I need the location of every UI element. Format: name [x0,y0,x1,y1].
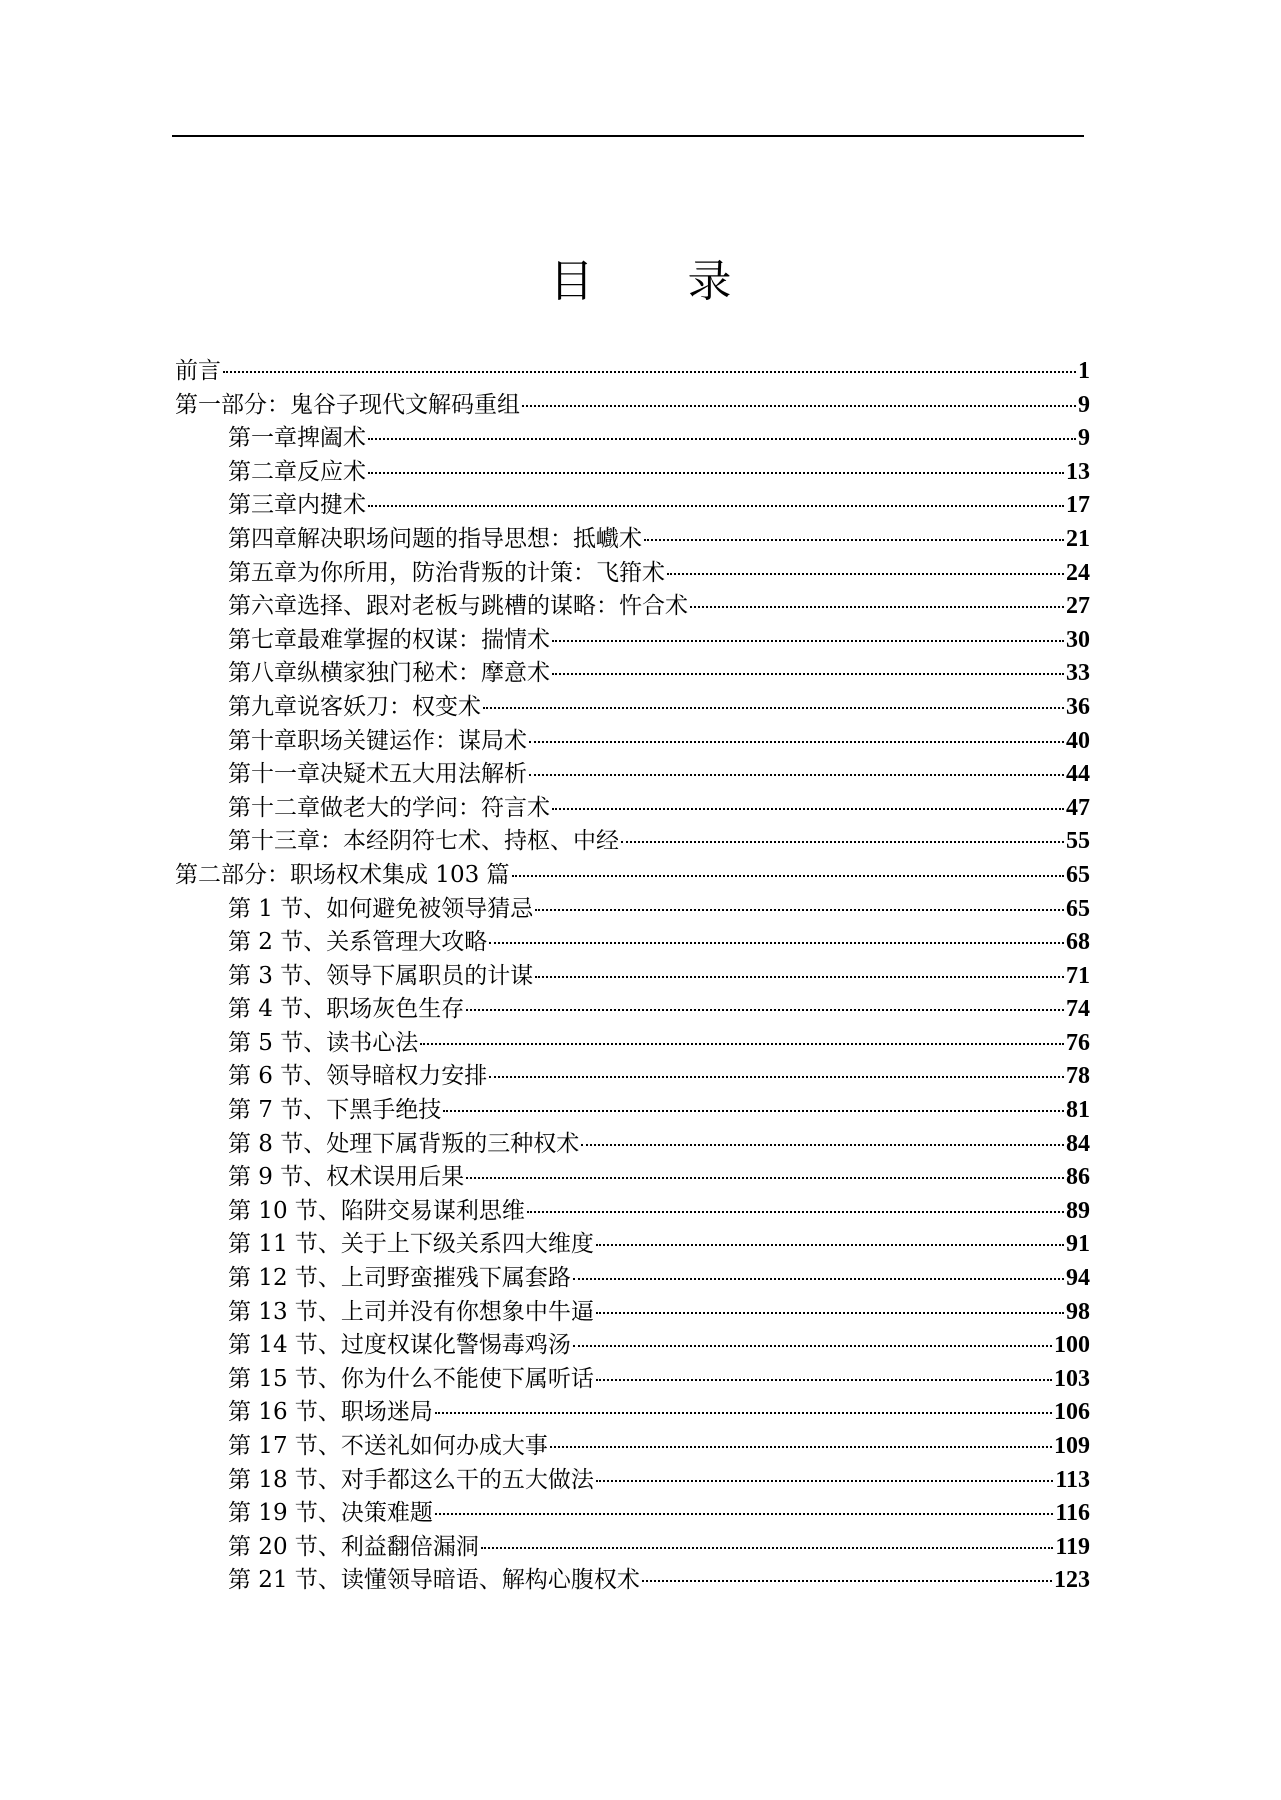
toc-entry-title: 第一部分：鬼谷子现代文解码重组 [175,391,520,418]
toc-page-number: 113 [1055,1466,1090,1493]
toc-entry-title: 第十二章做老大的学问：符言术 [228,794,550,821]
dot-leader [535,909,1064,911]
toc-entry-title: 第 5 节、读书心法 [228,1029,419,1056]
toc-entry-title: 第十三章：本经阴符七术、持枢、中经 [228,828,619,855]
dot-leader [581,1144,1064,1146]
dot-leader [481,1547,1053,1549]
dot-leader [512,875,1064,877]
toc-chapter-entry[interactable] [175,557,1090,591]
toc-chapter-entry[interactable] [175,523,1090,557]
toc-entry-title: 第二章反应术 [228,458,366,485]
toc-chapter-entry[interactable] [175,1296,1090,1330]
toc-entry-title: 第 15 节、你为什么不能使下属听话 [228,1365,594,1392]
dot-leader [552,673,1064,675]
toc-chapter-entry[interactable] [175,590,1090,624]
toc-page-number: 9 [1078,425,1090,452]
dot-leader [667,573,1064,575]
toc-chapter-entry[interactable] [175,1464,1090,1498]
toc-page-number: 27 [1066,593,1090,620]
toc-entry-title: 第 11 节、关于上下级关系四大维度 [228,1231,594,1258]
toc-chapter-entry[interactable] [175,624,1090,658]
dot-leader [420,1043,1064,1045]
toc-page-number: 89 [1066,1197,1090,1224]
table-of-contents [175,355,1090,1598]
toc-chapter-entry[interactable] [175,1195,1090,1229]
dot-leader [621,841,1064,843]
toc-page-number: 68 [1066,929,1090,956]
toc-entry-title: 第四章解决职场问题的指导思想：抵巇术 [228,525,642,552]
toc-chapter-entry[interactable] [175,1329,1090,1363]
toc-part-entry[interactable] [175,859,1090,893]
toc-chapter-entry[interactable] [175,1228,1090,1262]
toc-chapter-entry[interactable] [175,1262,1090,1296]
toc-page-number: 109 [1054,1433,1090,1459]
toc-chapter-entry[interactable] [175,1161,1090,1195]
toc-page-number: 40 [1066,727,1090,754]
dot-leader [466,1177,1064,1179]
toc-entry-title: 第 18 节、对手都这么干的五大做法 [228,1466,594,1493]
toc-chapter-entry[interactable] [175,1564,1090,1598]
toc-entry-title: 第 2 节、关系管理大攻略 [228,929,488,956]
dot-leader [368,438,1076,440]
toc-entry-title: 第 17 节、不送礼如何办成大事 [228,1433,548,1459]
toc-page-number: 76 [1066,1029,1090,1056]
dot-leader [466,1009,1064,1011]
toc-page-number: 71 [1066,962,1090,989]
toc-page-number: 17 [1066,492,1090,519]
toc-chapter-entry[interactable] [175,1430,1090,1464]
toc-chapter-entry[interactable] [175,725,1090,759]
toc-entry-title: 第 12 节、上司野蛮摧残下属套路 [228,1265,571,1292]
toc-page-number: 65 [1066,861,1090,888]
dot-leader [435,1412,1052,1414]
toc-page-number: 78 [1066,1063,1090,1090]
toc-page-number: 65 [1066,895,1090,922]
toc-page-number: 1 [1078,358,1090,384]
dot-leader [529,741,1064,743]
dot-leader [522,405,1076,407]
toc-page-number: 98 [1066,1298,1090,1325]
toc-chapter-entry[interactable] [175,993,1090,1027]
toc-chapter-entry[interactable] [175,1128,1090,1162]
toc-page-number: 116 [1055,1500,1090,1527]
toc-entry-title: 第七章最难掌握的权谋：揣情术 [228,626,550,653]
toc-chapter-entry[interactable] [175,893,1090,927]
header-rule [172,135,1084,137]
toc-chapter-entry[interactable] [175,1363,1090,1397]
toc-chapter-entry[interactable] [175,758,1090,792]
toc-entry-title: 第 19 节、决策难题 [228,1500,433,1527]
dot-leader [368,472,1064,474]
toc-chapter-entry[interactable] [175,825,1090,859]
toc-entry-title: 第三章内揵术 [228,492,366,519]
toc-page-number: 81 [1066,1097,1090,1124]
dot-leader [550,1446,1052,1448]
toc-entry-title: 第 14 节、过度权谋化警惕毒鸡汤 [228,1332,571,1359]
toc-page-number: 74 [1066,996,1090,1023]
toc-entry-title: 第六章选择、跟对老板与跳槽的谋略：忤合术 [228,593,688,620]
toc-part-entry[interactable] [175,389,1090,423]
toc-chapter-entry[interactable] [175,960,1090,994]
toc-page-number: 86 [1066,1164,1090,1191]
dot-leader [552,808,1064,810]
toc-chapter-entry[interactable] [175,1497,1090,1531]
dot-leader [535,976,1064,978]
dot-leader [596,1312,1064,1314]
dot-leader [489,942,1064,944]
toc-part-entry[interactable] [175,355,1090,389]
dot-leader [596,1480,1053,1482]
dot-leader [596,1244,1064,1246]
toc-entry-title: 第 21 节、读懂领导暗语、解构心腹权术 [228,1567,640,1594]
dot-leader [223,371,1076,373]
toc-page-number: 106 [1054,1399,1090,1426]
toc-chapter-entry[interactable] [175,489,1090,523]
toc-entry-title: 第 7 节、下黑手绝技 [228,1097,442,1124]
toc-page-number: 21 [1066,525,1090,552]
toc-entry-title: 第五章为你所用，防治背叛的计策：飞箝术 [228,559,665,586]
toc-chapter-entry[interactable] [175,691,1090,725]
toc-entry-title: 第一章捭阖术 [228,425,366,452]
toc-page-number: 24 [1066,559,1090,586]
toc-page-number: 33 [1066,660,1090,687]
toc-entry-title: 第 8 节、处理下属背叛的三种权术 [228,1130,580,1157]
toc-page-number: 9 [1078,391,1090,418]
toc-entry-title: 第 9 节、权术误用后果 [228,1164,465,1191]
toc-page-number: 119 [1055,1533,1090,1560]
toc-chapter-entry[interactable] [175,422,1090,456]
toc-entry-title: 第 16 节、职场迷局 [228,1399,433,1426]
toc-chapter-entry[interactable] [175,1027,1090,1061]
toc-page-number: 30 [1066,626,1090,653]
toc-page-number: 55 [1066,828,1090,855]
toc-chapter-entry[interactable] [175,792,1090,826]
toc-chapter-entry[interactable] [175,1396,1090,1430]
toc-entry-title: 第八章纵横家独门秘术：摩意术 [228,660,550,687]
toc-page-number: 103 [1054,1365,1090,1392]
dot-leader [483,707,1064,709]
toc-page-number: 100 [1054,1332,1090,1359]
toc-page-number: 36 [1066,693,1090,720]
toc-chapter-entry[interactable] [175,1531,1090,1565]
toc-entry-title: 第十一章决疑术五大用法解析 [228,761,527,788]
dot-leader [443,1110,1064,1112]
toc-entry-title: 第 3 节、领导下属职员的计谋 [228,962,534,989]
dot-leader [644,539,1064,541]
toc-page-number: 13 [1066,458,1090,485]
toc-entry-title: 第 6 节、领导暗权力安排 [228,1063,488,1090]
toc-chapter-entry[interactable] [175,926,1090,960]
toc-entry-title: 第 4 节、职场灰色生存 [228,996,465,1023]
dot-leader [529,774,1064,776]
dot-leader [596,1379,1052,1381]
toc-entry-title: 第十章职场关键运作：谋局术 [228,727,527,754]
toc-chapter-entry[interactable] [175,1094,1090,1128]
toc-entry-title: 前言 [175,358,221,384]
toc-page-number: 47 [1066,794,1090,821]
toc-chapter-entry[interactable] [175,657,1090,691]
dot-leader [573,1345,1052,1347]
toc-entry-title: 第 13 节、上司并没有你想象中牛逼 [228,1298,594,1325]
toc-entry-title: 第九章说客妖刀：权变术 [228,693,481,720]
toc-entry-title: 第 10 节、陷阱交易谋利思维 [228,1197,525,1224]
dot-leader [642,1580,1052,1582]
toc-chapter-entry[interactable] [175,456,1090,490]
toc-entry-title: 第 1 节、如何避免被领导猜忌 [228,895,534,922]
page-title: 目 录 [549,256,772,307]
toc-entry-title: 第 20 节、利益翻倍漏洞 [228,1533,479,1560]
toc-page-number: 94 [1066,1265,1090,1292]
toc-page-number: 123 [1054,1567,1090,1594]
dot-leader [552,640,1064,642]
toc-entry-title: 第二部分：职场权术集成 103 篇 [175,861,510,888]
dot-leader [573,1278,1064,1280]
toc-page-number: 91 [1066,1231,1090,1258]
toc-page-number: 44 [1066,761,1090,788]
dot-leader [435,1513,1053,1515]
dot-leader [690,606,1064,608]
toc-page-number: 84 [1066,1130,1090,1157]
dot-leader [368,505,1064,507]
dot-leader [527,1211,1064,1213]
toc-chapter-entry[interactable] [175,1060,1090,1094]
dot-leader [489,1076,1064,1078]
